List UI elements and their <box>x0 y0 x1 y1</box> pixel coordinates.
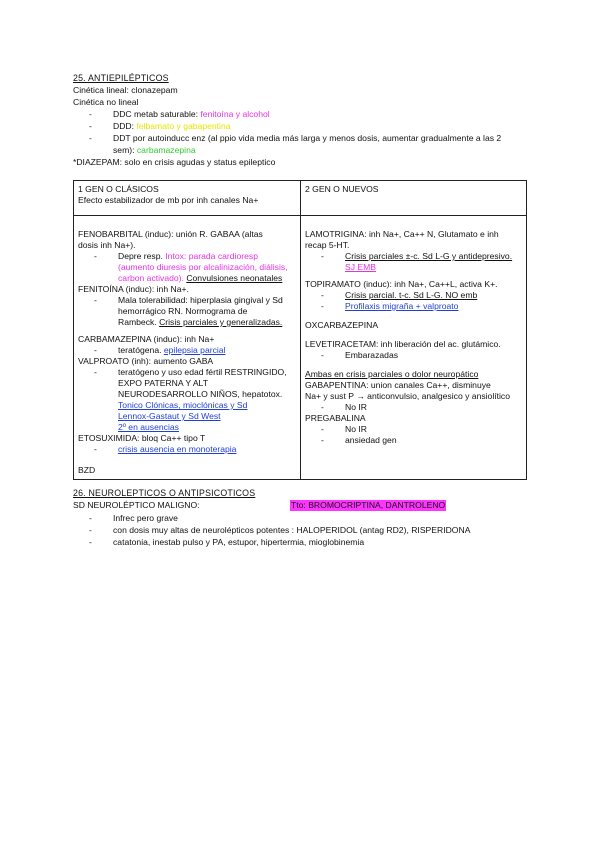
fenitoina-line: FENITOÍNA (induc): inh Na+. <box>78 284 189 294</box>
header-label: 1 GEN O CLÁSICOS <box>78 184 159 194</box>
pregabalina-line: PREGABALINA <box>305 413 366 423</box>
gabapentina-line: Na+ y sust P → anticonvulsio, analgesico y ansiolítico <box>305 391 511 401</box>
text: Rambeck. <box>118 317 160 327</box>
fenobarbital-line: (aumento diuresis por alcalinización, diálisis, <box>118 262 288 272</box>
underlined-text: Convulsiones neonatales <box>186 273 283 283</box>
bullet-dash: - <box>89 133 92 143</box>
underlined-text: Crisis parcial. t-c. Sd L-G. NO emb <box>345 290 478 300</box>
carbamazepina-line: CARBAMAZEPINA (induc): inh Na+ <box>78 334 215 344</box>
topiramato-bullet <box>305 301 522 312</box>
bullet-dash: - <box>94 345 97 355</box>
valproato-line: VALPROATO (inh): aumento GABA <box>78 356 214 366</box>
topiramato-line: TOPIRAMATO (induc): inh Na+, Ca++L, activa K+. <box>305 279 498 289</box>
ambas-note: Ambas en crisis parciales o dolor neuropático <box>305 369 479 379</box>
kinetics-nonlinear: Cinética no lineal <box>73 97 139 107</box>
text: Infrec pero grave <box>113 513 178 523</box>
text: Mala tolerabilidad: hiperplasia gingival y Sd <box>118 295 283 305</box>
bullet-dash: - <box>321 435 324 445</box>
link-crisis-ausencia[interactable]: crisis ausencia en monoterapia <box>118 444 237 454</box>
header-second-gen <box>301 181 527 216</box>
bullet-dash: - <box>94 251 97 261</box>
etosuximida-line: ETOSUXIMIDA: bloq Ca++ tipo T <box>78 433 206 443</box>
fenitoina-line: hemorrágico RN. Normograma de <box>118 306 248 316</box>
bzd-line: BZD <box>78 465 96 475</box>
treatment-highlight: Tto: BROMOCRIPTINA, DANTROLENO <box>291 500 446 510</box>
highlight-text: carbamazepina <box>136 145 196 155</box>
lamotrigina-line: recap 5-HT. <box>305 240 350 250</box>
oxcarbazepina-line: OXCARBAZEPINA <box>305 320 379 330</box>
header-sublabel: Efecto estabilizador de mb por inh canales Na+ <box>78 195 259 205</box>
etosuximida-bullet <box>78 444 296 455</box>
lamotrigina-line: LAMOTRIGINA: inh Na+, Ca++ N, Glutamato e inh <box>305 229 499 239</box>
bullet-dash: - <box>94 367 97 377</box>
section-title-antiepilepticos: 25. ANTIEPILÉPTICOS <box>73 73 169 83</box>
link-epilepsia-parcial[interactable]: epilepsia parcial <box>163 345 226 355</box>
bullet-dash: - <box>89 109 92 119</box>
carbamazepina-bullet <box>78 345 296 356</box>
highlight-text: carbon activado). <box>118 273 184 283</box>
bullet-ddc <box>89 109 270 120</box>
text: con dosis muy altas de neurolépticos potentes : HALOPERIDOL (antag RD2), RISPERIDONA <box>113 525 471 535</box>
text: ansiedad gen <box>345 435 397 445</box>
text: catatonia, inestab pulso y PA, estupor, hipertermia, mioglobinemia <box>113 537 365 547</box>
valproato-line: EXPO PATERNA Y ALT <box>118 378 208 388</box>
bullet-dash: - <box>89 121 92 131</box>
text: DDC metab saturable: <box>113 109 201 119</box>
bullet-ddt-cont <box>113 145 196 156</box>
text: teratógeno y uso edad fértil RESTRINGIDO, <box>118 367 287 377</box>
text: Depre resp. <box>118 251 166 261</box>
highlight-text: Intox: parada cardioresp <box>165 251 258 261</box>
pregabalina-bullet <box>305 435 522 446</box>
bullet-dosis <box>89 525 470 536</box>
bullet-dash: - <box>89 537 92 547</box>
lamotrigina-bullet <box>305 251 522 262</box>
fenitoina-bullet <box>78 295 296 306</box>
text: DDT por autoinducc enz (al ppio vida media más larga y menos dosis, aumentar gradualmente a las 2 <box>113 133 502 143</box>
link-tonico-clonicas[interactable]: Tonico Clónicas, mioclónicas y Sd <box>118 400 248 410</box>
highlight-text: felbamato y gabapentina <box>136 121 231 131</box>
text: No IR <box>345 424 367 434</box>
header-first-gen <box>74 181 301 216</box>
fenobarbital-line: FENOBARBITAL (induc): unión R. GABAA (altas <box>78 229 263 239</box>
bullet-dash: - <box>321 301 324 311</box>
bullet-infrec <box>89 513 178 524</box>
text: teratógena. <box>118 345 164 355</box>
pregabalina-bullet <box>305 424 522 435</box>
topiramato-bullet <box>305 290 522 301</box>
highlight-text: SJ EMB <box>345 262 377 272</box>
gabapentina-line: GABAPENTINA: union canales Ca++, disminuye <box>305 380 491 390</box>
header-label: 2 GEN O NUEVOS <box>305 184 379 194</box>
section-title-neurolepticos: 26. NEUROLEPTICOS O ANTIPSICOTICOS <box>73 488 256 498</box>
fenobarbital-line <box>78 273 296 284</box>
underlined-text: Crisis parciales ±-c. Sd L-G y antidepresivo. <box>345 251 513 261</box>
cell-second-gen <box>301 216 527 480</box>
bullet-dash: - <box>321 402 324 412</box>
kinetics-linear: Cinética lineal: clonazepam <box>73 85 178 95</box>
bullet-dash: - <box>89 513 92 523</box>
bullet-dash: - <box>94 295 97 305</box>
bullet-dash: - <box>321 424 324 434</box>
sd-neuroleptico: SD NEUROLÉPTICO MALIGNO: <box>73 500 200 510</box>
underlined-text: Crisis parciales y generalizadas. <box>159 317 283 327</box>
levetiracetam-bullet <box>305 350 522 361</box>
fenobarbital-bullet <box>78 251 296 262</box>
fenobarbital-line: dosis inh Na+). <box>78 240 136 250</box>
antiepileptic-table <box>73 180 527 480</box>
text: sem): <box>113 145 137 155</box>
text: DDD: <box>113 121 137 131</box>
valproato-bullet <box>78 367 296 378</box>
link-ausencias[interactable]: 2º en ausencias <box>118 422 179 432</box>
levetiracetam-line: LEVETIRACETAM: inh liberación del ac. glutámico. <box>305 339 501 349</box>
valproato-line: NEURODESARROLLO NIÑOS, hepatotox. <box>118 389 283 399</box>
bullet-catatonia <box>89 537 364 548</box>
bullet-ddt <box>89 133 501 144</box>
bullet-dash: - <box>94 444 97 454</box>
link-profilaxis-migrana[interactable]: Profilaxis migraña + valproato <box>345 301 459 311</box>
bullet-dash: - <box>321 290 324 300</box>
bullet-dash: - <box>321 251 324 261</box>
text: Embarazadas <box>345 350 399 360</box>
diazepam-note: *DIAZEPAM: solo en crisis agudas y status epileptico <box>73 157 276 167</box>
bullet-dash: - <box>89 525 92 535</box>
gabapentina-bullet <box>305 402 522 413</box>
fenitoina-line <box>78 317 296 328</box>
cell-first-gen <box>74 216 301 480</box>
highlight-text: fenitoína y alcohol <box>200 109 270 119</box>
text: No IR <box>345 402 367 412</box>
link-lennox-gastaut[interactable]: Lennox-Gastaut y Sd West <box>118 411 221 421</box>
bullet-dash: - <box>321 350 324 360</box>
bullet-ddd <box>89 121 231 132</box>
